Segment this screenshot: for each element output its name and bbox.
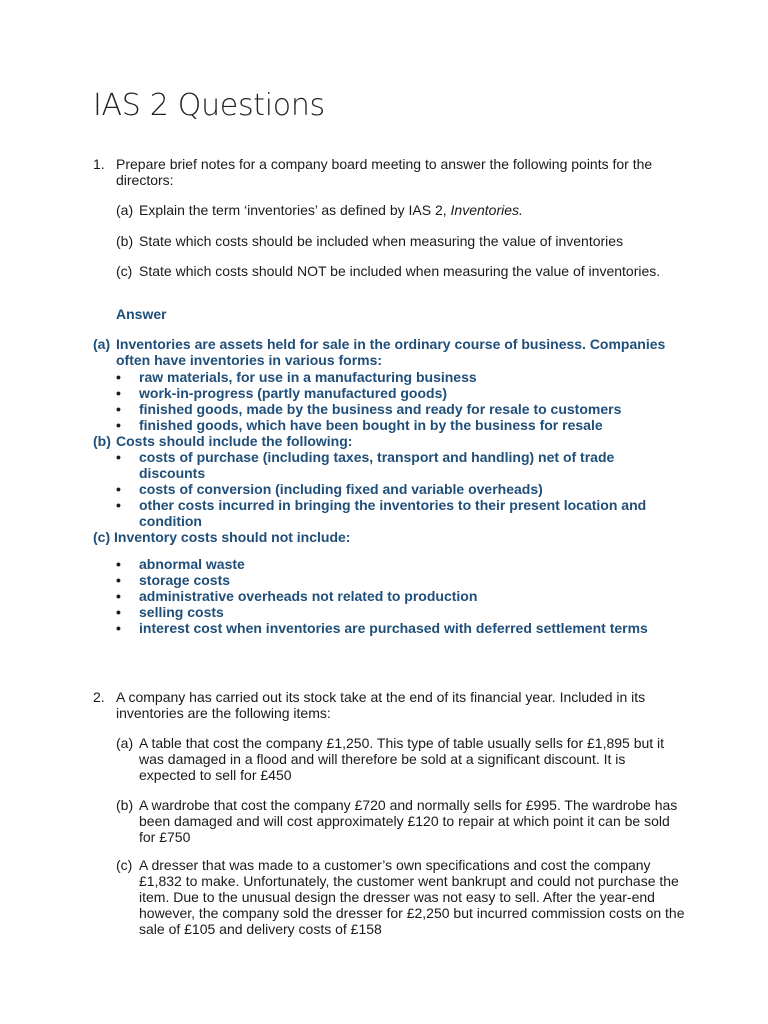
question-1 [93,156,693,188]
question-2-part-b [116,797,686,845]
part-text: (c) Inventory costs should not include: [93,529,351,545]
list-item: • costs of conversion (including fixed and variable overheads) [116,481,676,497]
part-label: (b) [116,233,134,249]
list-item: • abnormal waste [116,556,676,572]
document-title: IAS 2 Questions [93,88,325,123]
list-item: • finished goods, made by the business and ready for resale to customers [116,401,676,417]
question-1-part-c [116,263,686,279]
list-item: • work-in-progress (partly manufactured goods) [116,385,676,401]
part-text: A wardrobe that cost the company £720 and normally sells for £995. The wardrobe has been damaged and will cost approximately £120 to repair at which point it can be sold for £750 [139,797,678,845]
part-text: State which costs should NOT be included when measuring the value of inventories. [139,263,661,279]
list-item: • administrative overheads not related to production [116,588,676,604]
part-label: (c) [116,857,133,873]
list-item: • interest cost when inventories are purchased with deferred settlement terms [116,620,676,636]
question-2 [93,689,693,721]
list-item: • selling costs [116,604,676,620]
answer-part-c [93,529,683,545]
answer-c-bullets [116,556,676,636]
part-text: Inventories are assets held for sale in the ordinary course of business. Companies often have inventories in various forms: [116,336,666,368]
part-label: (c) [116,263,133,279]
question-number: 1. [93,156,105,172]
part-text: Explain the term ‘inventories’ as defined by IAS 2, [139,202,447,218]
question-text: Prepare brief notes for a company board meeting to answer the following points for the directors: [116,156,653,188]
list-item: • costs of purchase (including taxes, transport and handling) net of trade discounts [116,449,676,481]
answer-part-a [93,336,683,368]
list-item: • raw materials, for use in a manufacturing business [116,369,676,385]
question-text: A company has carried out its stock take at the end of its financial year. Included in its inventories are the following items: [116,689,646,721]
list-item: • finished goods, which have been bought in by the business for resale [116,417,676,433]
question-number: 2. [93,689,105,705]
answer-heading: Answer [116,306,167,322]
part-label: (b) [93,433,111,449]
part-text: State which costs should be included when measuring the value of inventories [139,233,624,249]
part-label: (a) [116,202,134,218]
answer-a-bullets [116,369,676,433]
part-text: A dresser that was made to a customer’s own specifications and cost the company £1,832 to make. Unfortunately, the customer went bankrupt and could not purchase the item. Due to the unusual design the dresser was not easy to sell. After the year-end however, the company sold the dresser for £2,250 but incurred commission costs on the sale of £105 and delivery costs of £158 [139,857,685,937]
answer-b-bullets [116,449,676,529]
answer-part-b [93,433,683,449]
part-text: Costs should include the following: [116,433,353,449]
part-label: (a) [116,735,134,751]
question-2-part-c [116,857,686,937]
list-item: • other costs incurred in bringing the inventories to their present location and condition [116,497,676,529]
part-label: (a) [93,336,111,352]
part-text: A table that cost the company £1,250. This type of table usually sells for £1,895 but it was damaged in a flood and will therefore be sold at a significant discount. It is expected to sell for £450 [139,735,665,783]
list-item: • storage costs [116,572,676,588]
part-label: (b) [116,797,134,813]
part-text-italic: Inventories. [450,202,523,218]
question-1-part-a [116,202,686,218]
question-1-part-b [116,233,686,249]
question-2-part-a [116,735,686,783]
